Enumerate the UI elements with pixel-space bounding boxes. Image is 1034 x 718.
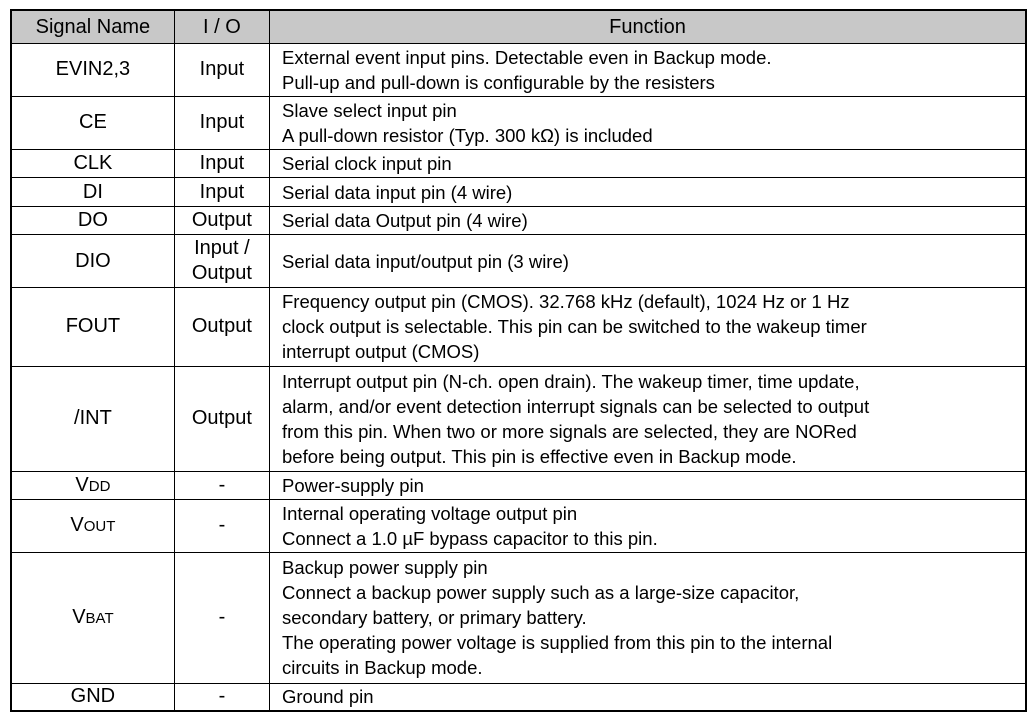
io-line: Output bbox=[191, 262, 252, 285]
signal-function bbox=[270, 499, 1027, 552]
function-line: Backup power supply pin bbox=[282, 557, 488, 579]
signal-io: - bbox=[174, 499, 269, 552]
signal-function bbox=[270, 472, 1027, 499]
signal-io: Input bbox=[174, 44, 269, 97]
signal-io: Output bbox=[174, 206, 269, 234]
signal-name: /INT bbox=[11, 366, 174, 472]
io-line: Input / bbox=[194, 237, 250, 260]
signal-io: Input bbox=[174, 96, 269, 149]
function-line: The operating power voltage is supplied from this pin to the internal bbox=[282, 632, 833, 654]
signal-name: DI bbox=[11, 178, 174, 206]
signal-function bbox=[270, 206, 1027, 234]
function-line: Ground pin bbox=[282, 686, 374, 708]
signal-name: FOUT bbox=[11, 288, 174, 366]
signal-name: DIO bbox=[11, 235, 174, 288]
function-line: clock output is selectable. This pin can be switched to the wakeup timer bbox=[282, 316, 867, 338]
function-line: Serial data Output pin (4 wire) bbox=[282, 210, 528, 232]
function-line: Serial data input pin (4 wire) bbox=[282, 181, 513, 203]
function-line: External event input pins. Detectable even in Backup mode. bbox=[282, 46, 772, 68]
signal-function bbox=[270, 683, 1027, 711]
function-line: Slave select input pin bbox=[282, 99, 457, 121]
signal-name-main: V bbox=[72, 605, 86, 628]
function-line: interrupt output (CMOS) bbox=[282, 341, 480, 363]
table-row bbox=[11, 288, 1026, 366]
signal-name bbox=[11, 472, 174, 499]
function-line: Internal operating voltage output pin bbox=[282, 502, 578, 524]
signal-function bbox=[270, 44, 1027, 97]
signal-io: Output bbox=[174, 366, 269, 472]
table-row bbox=[11, 499, 1026, 552]
function-line: Connect a 1.0 µF bypass capacitor to this pin. bbox=[282, 527, 658, 549]
table-row bbox=[11, 96, 1026, 149]
signal-name: GND bbox=[11, 683, 174, 711]
signal-io: Input bbox=[174, 178, 269, 206]
signal-name-sub: DD bbox=[88, 477, 111, 495]
function-line: from this pin. When two or more signals are selected, they are NORed bbox=[282, 420, 857, 442]
signal-name: CE bbox=[11, 96, 174, 149]
signal-function bbox=[270, 178, 1027, 206]
signal-name-sub: OUT bbox=[83, 517, 116, 535]
table-row bbox=[11, 472, 1026, 499]
function-line: Connect a backup power supply such as a large-size capacitor, bbox=[282, 582, 800, 604]
signal-io: Input bbox=[174, 149, 269, 177]
table-row bbox=[11, 366, 1026, 472]
signal-name bbox=[11, 499, 174, 552]
table-row bbox=[11, 206, 1026, 234]
function-line: secondary battery, or primary battery. bbox=[282, 607, 587, 629]
signal-function bbox=[270, 149, 1027, 177]
signal-function bbox=[270, 288, 1027, 366]
function-line: Serial data input/output pin (3 wire) bbox=[282, 250, 569, 272]
signal-function bbox=[270, 96, 1027, 149]
signal-io: Output bbox=[174, 288, 269, 366]
table-row bbox=[11, 149, 1026, 177]
function-line: before being output. This pin is effective even in Backup mode. bbox=[282, 445, 797, 467]
signal-name-sub: BAT bbox=[85, 609, 114, 627]
function-line: Serial clock input pin bbox=[282, 153, 452, 175]
function-line: Power-supply pin bbox=[282, 475, 424, 497]
function-line: Interrupt output pin (N-ch. open drain). The wakeup timer, time update, bbox=[282, 370, 860, 392]
signal-name-main: V bbox=[70, 513, 84, 536]
function-line: Frequency output pin (CMOS). 32.768 kHz (default), 1024 Hz or 1 Hz bbox=[282, 291, 850, 313]
header-function: Function bbox=[270, 10, 1027, 44]
function-line: alarm, and/or event detection interrupt signals can be selected to output bbox=[282, 395, 870, 417]
header-io: I / O bbox=[174, 10, 269, 44]
signal-io: - bbox=[174, 683, 269, 711]
signal-table bbox=[10, 9, 1027, 712]
signal-io bbox=[174, 235, 269, 288]
signal-io: - bbox=[174, 472, 269, 499]
signal-name bbox=[11, 552, 174, 683]
signal-function bbox=[270, 235, 1027, 288]
signal-function bbox=[270, 552, 1027, 683]
header-signal-name: Signal Name bbox=[11, 10, 174, 44]
signal-name: DO bbox=[11, 206, 174, 234]
function-line: A pull-down resistor (Typ. 300 kΩ) is included bbox=[282, 124, 653, 146]
function-line: Pull-up and pull-down is configurable by the resisters bbox=[282, 71, 715, 93]
function-line: circuits in Backup mode. bbox=[282, 657, 483, 679]
table-row bbox=[11, 44, 1026, 97]
table-row bbox=[11, 552, 1026, 683]
table-row bbox=[11, 235, 1026, 288]
table-row bbox=[11, 178, 1026, 206]
table-row bbox=[11, 683, 1026, 711]
header-row bbox=[11, 10, 1026, 44]
signal-name: CLK bbox=[11, 149, 174, 177]
signal-function bbox=[270, 366, 1027, 472]
signal-name-main: V bbox=[75, 473, 89, 496]
signal-io: - bbox=[174, 552, 269, 683]
signal-name: EVIN2,3 bbox=[11, 44, 174, 97]
